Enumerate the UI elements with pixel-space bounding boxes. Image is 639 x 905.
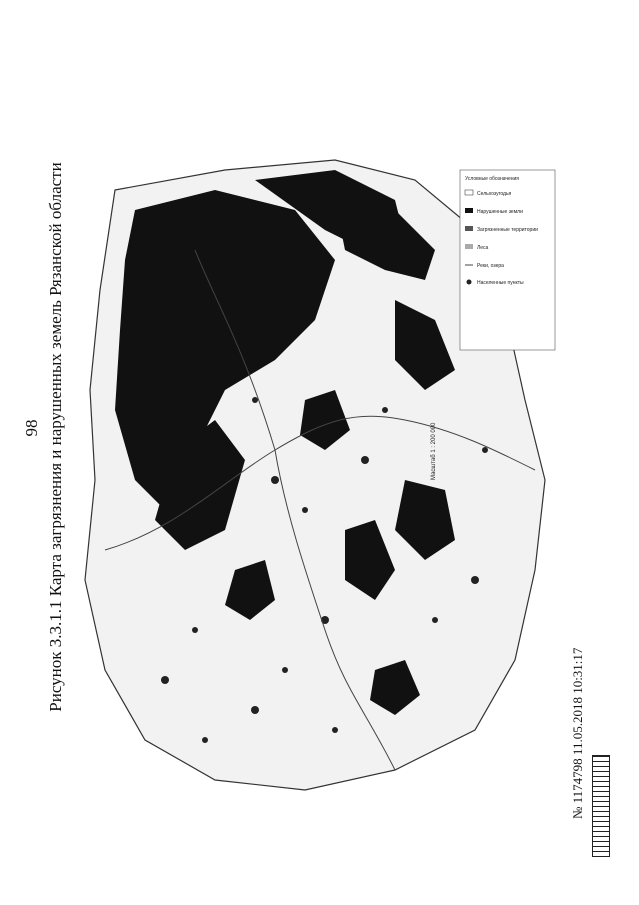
legend-item: Сельхозугодья: [477, 191, 512, 197]
barcode-stamp: [592, 755, 610, 857]
page-number: 98: [22, 419, 41, 437]
legend-item: Населенные пункты: [477, 280, 524, 286]
map-scale: Масштаб 1 : 200 000: [431, 422, 437, 480]
map-legend: [460, 170, 555, 350]
legend-heading: Условные обозначения: [465, 176, 520, 182]
legend-item: Реки, озера: [477, 263, 504, 269]
document-stamp: № 1174798 11.05.2018 10:31:17: [570, 647, 585, 819]
page-title: Рисунок 3.3.1.1 Карта загрязнения и нарушенных земель Рязанской области: [46, 162, 65, 712]
legend-item: Леса: [477, 245, 489, 251]
pollution-map[interactable]: [75, 150, 565, 810]
legend-item: Нарушенные земли: [477, 209, 523, 215]
legend-item: Загрязненные территории: [477, 227, 538, 233]
